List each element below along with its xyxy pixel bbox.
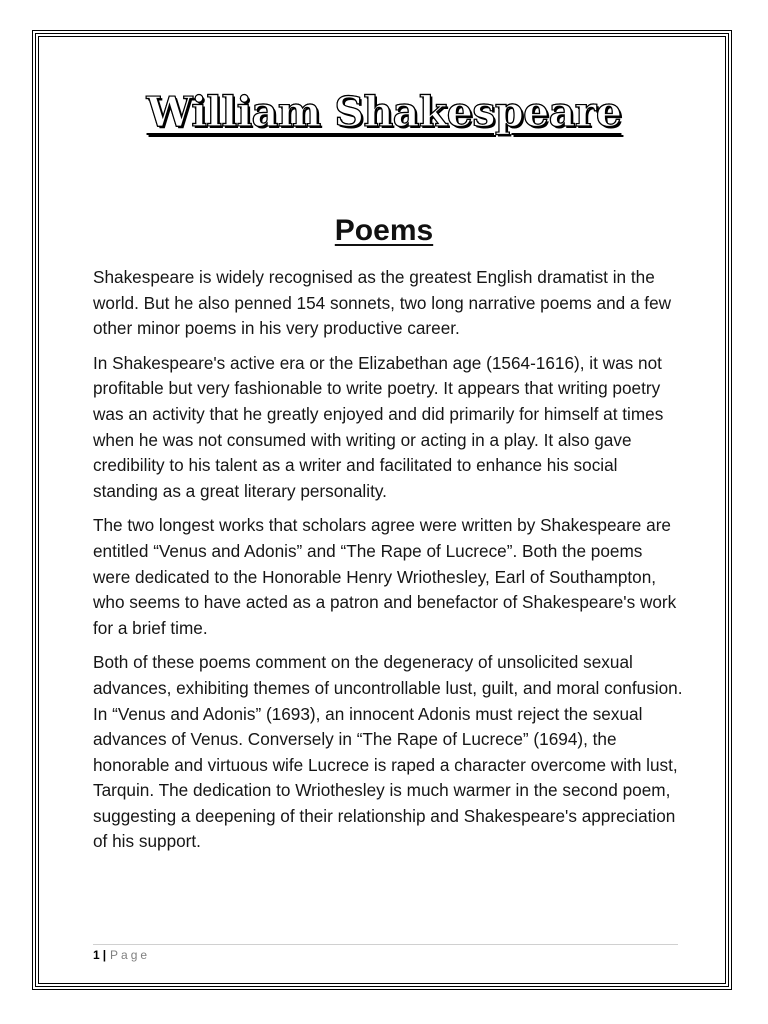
page-label: Page (110, 948, 151, 962)
footer-divider (93, 944, 678, 945)
section-heading: Poems (334, 214, 434, 247)
document-title: William Shakespeare (146, 88, 622, 136)
page-number: 1 (93, 948, 100, 962)
body-text (93, 265, 683, 864)
paragraph-2: In Shakespeare's active era or the Elizabethan age (1564-1616), it was not profitable but very fashionable to write poetry. It appears that writing poetry was an activity that he greatly enjoyed and did primarily for himself at times when he was not consumed with writing or acting in a play. It also gave credibility to his talent as a writer and facilitated to enhance his social standing as a great literary personality. (93, 352, 664, 501)
paragraph-1: Shakespeare is widely recognised as the greatest English dramatist in the world. But he also penned 154 sonnets, two long narrative poems and a few other minor poems in his very productive career. (93, 267, 672, 339)
page-footer (93, 948, 150, 962)
footer-separator: | (102, 948, 107, 962)
paragraph-3: The two longest works that scholars agree were written by Shakespeare are entitled “Venus and Adonis” and “The Rape of Lucrece”. Both the poems were dedicated to the Honorable Henry Wriothesley, Earl of Southampton, who seems to have acted as a patron and benefactor of Shakespeare's work for a brief time. (93, 515, 677, 638)
paragraph-4: Both of these poems comment on the degeneracy of unsolicited sexual advances, exhibiting themes of uncontrollable lust, guilt, and moral confusion. In “Venus and Adonis” (1693), an innocent Adonis must reject the sexual advances of Venus. Conversely in “The Rape of Lucrece” (1694), the honorable and virtuous wife Lucrece is raped a character overcome with lust, Tarquin. The dedication to Wriothesley is much warmer in the second poem, suggesting a deepening of their relationship and Shakespeare's appreciation of his support. (93, 652, 683, 852)
